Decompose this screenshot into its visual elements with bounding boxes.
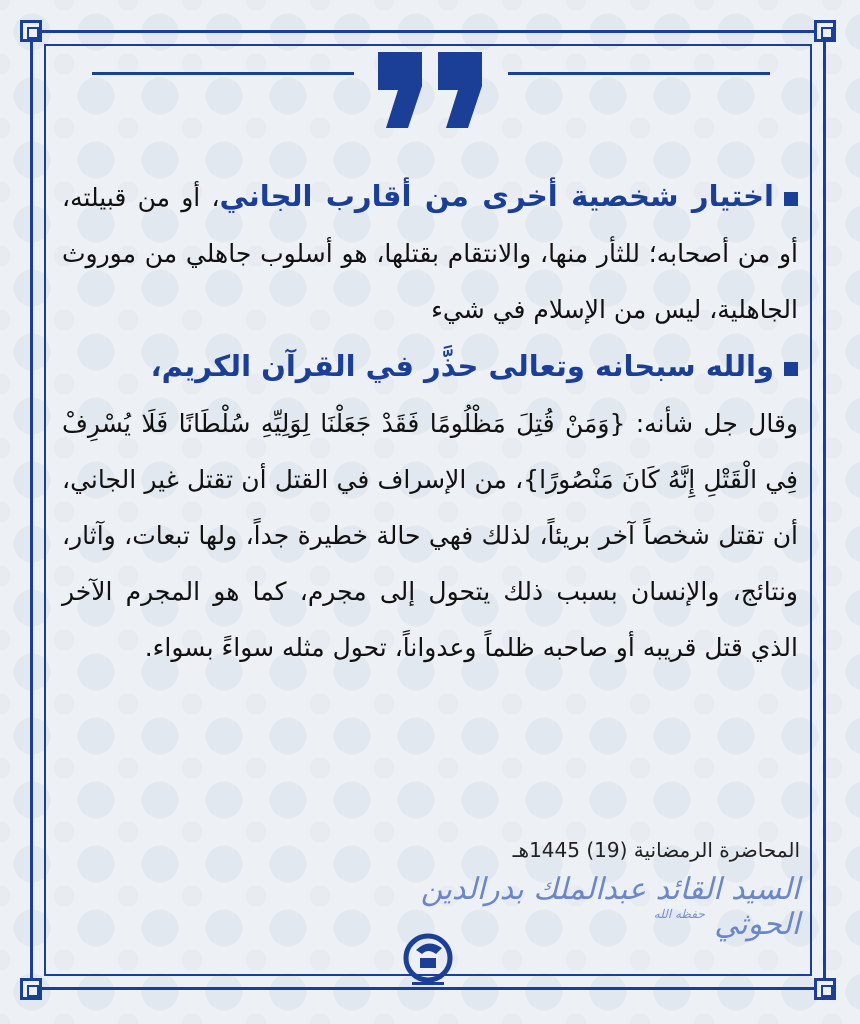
corner-ornament-top-right — [814, 20, 836, 42]
closing-quote-icon — [372, 46, 492, 136]
foundation-logo-icon — [396, 928, 460, 992]
paragraph-1-heading: اختيار شخصية أخرى من أقارب الجاني — [219, 179, 774, 213]
lecture-reference: المحاضرة الرمضانية (19) 1445هـ — [512, 838, 800, 862]
corner-ornament-bottom-left — [20, 978, 42, 1000]
corner-ornament-top-left — [20, 20, 42, 42]
square-bullet-icon — [784, 192, 798, 206]
corner-ornament-bottom-right — [814, 978, 836, 1000]
paragraph-1-text: ، أو من قبيلته، أو من أصحابه؛ للثأر منها، والانتقام بقتلها، هو أسلوب جاهلي من موروث الجاهلية، ليس من الإسلام في شيء — [62, 183, 798, 324]
header-line-left — [92, 72, 354, 75]
paragraph-2-text: وقال جل شأنه: {وَمَنْ قُتِلَ مَظْلُومًا فَقَدْ جَعَلْنَا لِوَلِيِّهِ سُلْطَانًا فَلَا يُسْرِفْ فِي الْقَتْلِ إِنَّهُ كَانَ مَنْصُورًا}، من الإسراف في القتل أن تقتل غير الجاني، أن تقتل شخصاً آخر بريئاً، لذلك فهي حالة خطيرة جداً، ولها تبعات، وآثار، ونتائج، والإنسان بسبب ذلك يتحول إلى مجرم، كما هو المجرم الآخر الذي قتل قريبه أو صاحبه ظلماً وعدواناً، تحول مثله سواءً بسواء. — [62, 409, 798, 662]
square-bullet-icon — [784, 362, 798, 376]
signature-name: السيد القائد عبدالملك بدرالدين الحوثي — [420, 872, 800, 942]
body-text — [62, 168, 798, 676]
calligraphy-signature — [400, 872, 800, 942]
signature-suffix: حفظه الله — [653, 907, 705, 921]
header-line-right — [508, 72, 770, 75]
paragraph-2-heading: والله سبحانه وتعالى حذَّر في القرآن الكريم، — [150, 349, 774, 383]
paragraph-2 — [62, 338, 798, 676]
paragraph-1 — [62, 168, 798, 338]
